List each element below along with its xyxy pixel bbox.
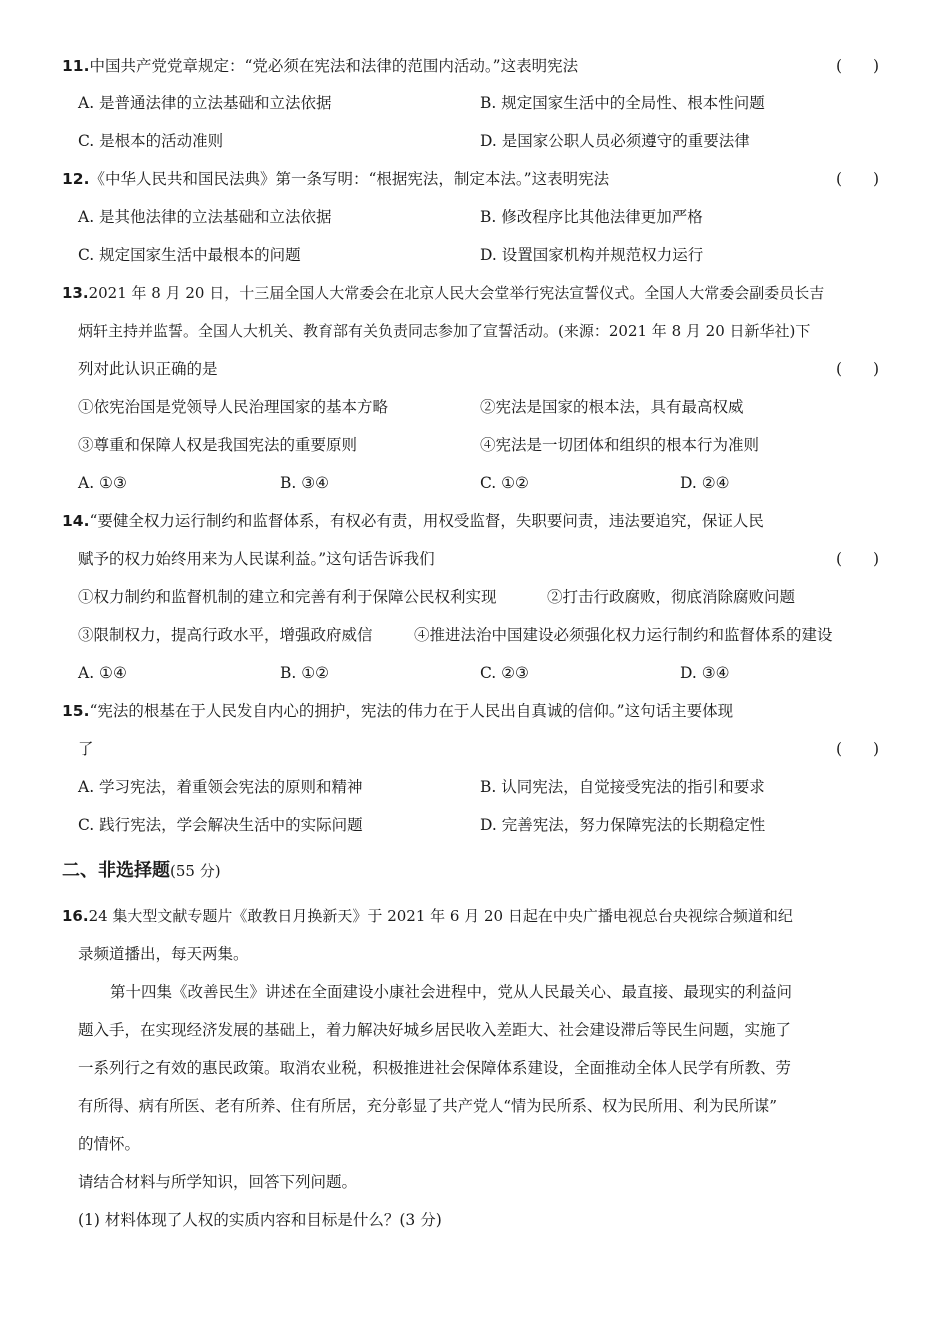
q12-option-c: C. 规定国家生活中最根本的问题	[78, 246, 301, 264]
q16-number: 16.	[62, 907, 89, 925]
q12-option-a: A. 是其他法律的立法基础和立法依据	[78, 208, 332, 226]
q16-prompt: 请结合材料与所学知识，回答下列问题。	[78, 1173, 358, 1191]
q13-statement-4: ④宪法是一切团体和组织的根本行为准则	[480, 436, 760, 454]
q16-stem-1: 24 集大型文献专题片《敢教日月换新天》于 2021 年 6 月 20 日起在中央广播电视总台央视综合频道和纪	[88, 907, 793, 925]
q15-option-b: B. 认同宪法，自觉接受宪法的指引和要求	[480, 778, 765, 796]
q15-stem-line-1	[62, 701, 733, 721]
q13-number: 13.	[62, 284, 89, 302]
q13-option-b: B. ③④	[280, 474, 330, 492]
q14-statement-2: ②打击行政腐败，彻底消除腐败问题	[547, 588, 796, 606]
q12-stem: 《中华人民共和国民法典》第一条写明：“根据宪法，制定本法。”这表明宪法	[89, 170, 610, 188]
q16-material-line-2: 题入手，在实现经济发展的基础上，着力解决好城乡居民收入差距大、社会建设滞后等民生问题，实施了	[78, 1021, 792, 1039]
q13-option-d: D. ②④	[680, 474, 730, 492]
q16-stem-line-2: 录频道播出，每天两集。	[78, 945, 249, 963]
q13-stem-1: 2021 年 8 月 20 日，十三届全国人大常委会在北京人民大会堂举行宪法宣誓仪式。全国人大常委会副委员长吉	[88, 284, 825, 302]
q13-statement-3: ③尊重和保障人权是我国宪法的重要原则	[78, 436, 358, 454]
q15-option-d: D. 完善宪法，努力保障宪法的长期稳定性	[480, 816, 766, 834]
q14-option-d: D. ③④	[680, 664, 730, 682]
q15-option-a: A. 学习宪法，着重领会宪法的原则和精神	[78, 778, 363, 796]
q16-stem-line-1	[62, 906, 793, 926]
q15-option-c: C. 践行宪法，学会解决生活中的实际问题	[78, 816, 363, 834]
q11-option-a: A. 是普通法律的立法基础和立法依据	[78, 94, 332, 112]
q14-stem-line-1	[62, 511, 764, 531]
q11-number: 11.	[62, 57, 90, 75]
q13-option-a: A. ①③	[78, 474, 127, 492]
q12-stem-line	[62, 169, 609, 189]
q14-stem-line-2: 赋予的权力始终用来为人民谋利益。”这句话告诉我们	[78, 550, 435, 568]
q12-option-b: B. 修改程序比其他法律更加严格	[480, 208, 703, 226]
q13-statement-2: ②宪法是国家的根本法，具有最高权威	[480, 398, 744, 416]
q14-option-c: C. ②③	[480, 664, 529, 682]
q14-answer-blank: ( )	[836, 550, 880, 568]
q13-answer-blank: ( )	[836, 360, 880, 378]
q14-stem-1: “要健全权力运行制约和监督体系，有权必有责，用权受监督，失职要问责，违法要追究，保证人民	[89, 512, 764, 530]
q12-number: 12.	[62, 170, 90, 188]
q12-option-d: D. 设置国家机构并规范权力运行	[480, 246, 704, 264]
q14-number: 14.	[62, 512, 90, 530]
q11-answer-blank: ( )	[836, 57, 880, 75]
q11-option-d: D. 是国家公职人员必须遵守的重要法律	[480, 132, 750, 150]
q13-option-c: C. ①②	[480, 474, 529, 492]
q13-stem-line-3: 列对此认识正确的是	[78, 360, 218, 378]
q15-answer-blank: ( )	[836, 740, 880, 758]
q13-stem-line-1	[62, 283, 824, 303]
q14-statement-1: ①权力制约和监督机制的建立和完善有利于保障公民权利实现	[78, 588, 497, 606]
q14-option-a: A. ①④	[78, 664, 127, 682]
q11-stem: 中国共产党党章规定：“党必须在宪法和法律的范围内活动。”这表明宪法	[89, 57, 579, 75]
q16-subquestion-1: (1) 材料体现了人权的实质内容和目标是什么？(3 分)	[78, 1211, 442, 1229]
q13-statement-1: ①依宪治国是党领导人民治理国家的基本方略	[78, 398, 389, 416]
q11-option-c: C. 是根本的活动准则	[78, 132, 224, 150]
q15-number: 15.	[62, 702, 90, 720]
q13-stem-line-2: 炳轩主持并监誓。全国人大机关、教育部有关负责同志参加了宣誓活动。(来源：2021 年 8 月 20 日新华社)下	[78, 322, 811, 340]
q14-option-b: B. ①②	[280, 664, 330, 682]
q11-option-b: B. 规定国家生活中的全局性、根本性问题	[480, 94, 765, 112]
section-2-score: (55 分)	[170, 862, 221, 880]
q12-answer-blank: ( )	[836, 170, 880, 188]
q11-stem-line	[62, 56, 578, 76]
q14-statement-4: ④推进法治中国建设必须强化权力运行制约和监督体系的建设	[414, 626, 833, 644]
q16-material-line-4: 有所得、病有所医、老有所养、住有所居，充分彰显了共产党人“情为民所系、权为民所用、利为民所谋”	[78, 1097, 777, 1115]
q16-material-line-3: 一系列行之有效的惠民政策。取消农业税，积极推进社会保障体系建设，全面推动全体人民学有所教、劳	[78, 1059, 792, 1077]
q15-stem-1: “宪法的根基在于人民发自内心的拥护，宪法的伟力在于人民出自真诚的信仰。”这句话主要体现	[89, 702, 734, 720]
section-2-title: 二、非选择题	[62, 860, 170, 881]
q15-stem-line-2: 了	[78, 740, 94, 758]
q14-statement-3: ③限制权力，提高行政水平，增强政府威信	[78, 626, 373, 644]
q16-material-line-5: 的情怀。	[78, 1135, 141, 1153]
section-2-heading	[62, 859, 221, 883]
q16-material-line-1: 第十四集《改善民生》讲述在全面建设小康社会进程中，党从人民最关心、最直接、最现实的利益问	[110, 983, 793, 1001]
